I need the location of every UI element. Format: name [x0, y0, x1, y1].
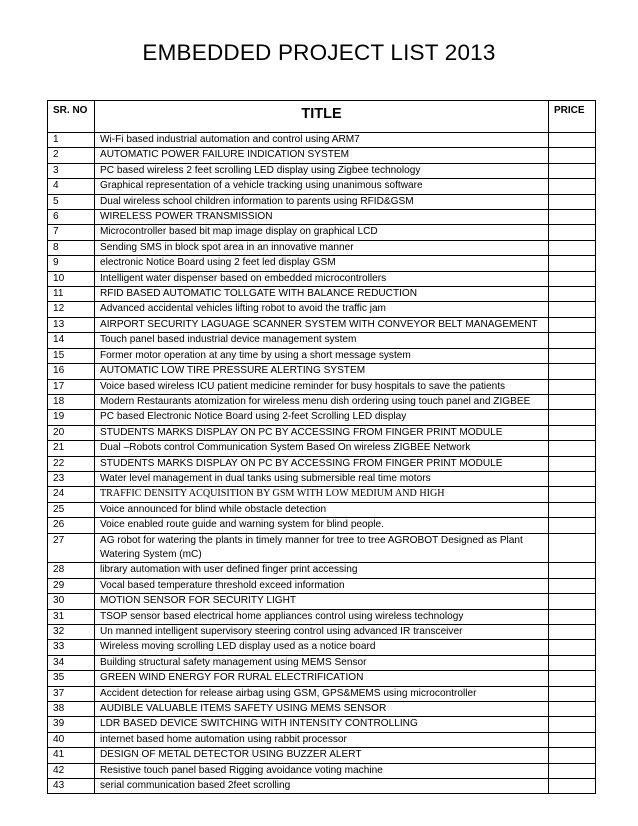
price-cell — [549, 148, 596, 163]
table-row — [48, 563, 596, 578]
sr-no-cell: 40 — [48, 732, 95, 747]
sr-no-cell: 8 — [48, 240, 95, 255]
title-cell: Resistive touch panel based Rigging avoidance voting machine — [95, 763, 549, 778]
sr-no-cell: 39 — [48, 717, 95, 732]
sr-no-cell: 24 — [48, 487, 95, 502]
price-cell — [549, 394, 596, 409]
table-row — [48, 179, 596, 194]
title-cell: WIRELESS POWER TRANSMISSION — [95, 210, 549, 225]
title-cell: DESIGN OF METAL DETECTOR USING BUZZER ALERT — [95, 748, 549, 763]
table-row — [48, 686, 596, 701]
title-cell: Microcontroller based bit map image display on graphical LCD — [95, 225, 549, 240]
price-cell — [549, 578, 596, 593]
table-row — [48, 410, 596, 425]
price-cell — [549, 425, 596, 440]
table-row — [48, 763, 596, 778]
title-cell: Vocal based temperature threshold exceed information — [95, 578, 549, 593]
sr-no-cell: 33 — [48, 640, 95, 655]
sr-no-cell: 19 — [48, 410, 95, 425]
table-row — [48, 441, 596, 456]
column-header-price: PRICE — [549, 101, 596, 133]
title-cell: PC based Electronic Notice Board using 2-feet Scrolling LED display — [95, 410, 549, 425]
sr-no-cell: 12 — [48, 302, 95, 317]
table-row — [48, 348, 596, 363]
sr-no-cell: 38 — [48, 702, 95, 717]
table-row — [48, 225, 596, 240]
title-cell: Dual –Robots control Communication System Based On wireless ZIGBEE Network — [95, 441, 549, 456]
sr-no-cell: 18 — [48, 394, 95, 409]
sr-no-cell: 2 — [48, 148, 95, 163]
title-cell: AUTOMATIC POWER FAILURE INDICATION SYSTEM — [95, 148, 549, 163]
table-row — [48, 163, 596, 178]
sr-no-cell: 14 — [48, 333, 95, 348]
sr-no-cell: 25 — [48, 502, 95, 517]
sr-no-cell: 42 — [48, 763, 95, 778]
sr-no-cell: 4 — [48, 179, 95, 194]
table-row — [48, 133, 596, 148]
table-row — [48, 425, 596, 440]
table-row — [48, 302, 596, 317]
table-row — [48, 148, 596, 163]
title-cell: AG robot for watering the plants in timely manner for tree to tree AGROBOT Designed as Plant Watering System (mC) — [95, 533, 549, 563]
sr-no-cell: 9 — [48, 256, 95, 271]
title-cell: Accident detection for release airbag using GSM, GPS&MEMS using microcontroller — [95, 686, 549, 701]
table-row — [48, 779, 596, 794]
sr-no-cell: 28 — [48, 563, 95, 578]
price-cell — [549, 609, 596, 624]
sr-no-cell: 6 — [48, 210, 95, 225]
title-cell: library automation with user defined finger print accessing — [95, 563, 549, 578]
table-body — [48, 133, 596, 794]
price-cell — [549, 640, 596, 655]
title-cell: Building structural safety management using MEMS Sensor — [95, 655, 549, 670]
price-cell — [549, 625, 596, 640]
sr-no-cell: 41 — [48, 748, 95, 763]
sr-no-cell: 15 — [48, 348, 95, 363]
title-cell: electronic Notice Board using 2 feet led display GSM — [95, 256, 549, 271]
price-cell — [549, 348, 596, 363]
page-title: EMBEDDED PROJECT LIST 2013 — [142, 40, 496, 65]
price-cell — [549, 133, 596, 148]
table-row — [48, 518, 596, 533]
price-cell — [549, 594, 596, 609]
title-cell: Voice enabled route guide and warning system for blind people. — [95, 518, 549, 533]
price-cell — [549, 686, 596, 701]
price-cell — [549, 271, 596, 286]
table-row — [48, 640, 596, 655]
table-row — [48, 717, 596, 732]
sr-no-cell: 30 — [48, 594, 95, 609]
table-row — [48, 240, 596, 255]
title-cell: Water level management in dual tanks using submersible real time motors — [95, 471, 549, 486]
title-cell: TSOP sensor based electrical home appliances control using wireless technology — [95, 609, 549, 624]
sr-no-cell: 32 — [48, 625, 95, 640]
price-cell — [549, 779, 596, 794]
sr-no-cell: 11 — [48, 287, 95, 302]
table-row — [48, 655, 596, 670]
table-row — [48, 533, 596, 563]
price-cell — [549, 302, 596, 317]
sr-no-cell: 26 — [48, 518, 95, 533]
price-cell — [549, 333, 596, 348]
price-cell — [549, 518, 596, 533]
table-row — [48, 594, 596, 609]
price-cell — [549, 287, 596, 302]
price-cell — [549, 179, 596, 194]
price-cell — [549, 563, 596, 578]
table-row — [48, 702, 596, 717]
table-row — [48, 625, 596, 640]
table-row — [48, 287, 596, 302]
title-cell: GREEN WIND ENERGY FOR RURAL ELECTRIFICATION — [95, 671, 549, 686]
price-cell — [549, 487, 596, 502]
title-cell: AUDIBLE VALUABLE ITEMS SAFETY USING MEMS SENSOR — [95, 702, 549, 717]
price-cell — [549, 441, 596, 456]
sr-no-cell: 1 — [48, 133, 95, 148]
sr-no-cell: 23 — [48, 471, 95, 486]
price-cell — [549, 655, 596, 670]
table-row — [48, 333, 596, 348]
title-cell: Wi-Fi based industrial automation and control using ARM7 — [95, 133, 549, 148]
title-cell: Touch panel based industrial device management system — [95, 333, 549, 348]
price-cell — [549, 702, 596, 717]
price-cell — [549, 732, 596, 747]
title-cell: Intelligent water dispenser based on embedded microcontrollers — [95, 271, 549, 286]
table-row — [48, 671, 596, 686]
sr-no-cell: 29 — [48, 578, 95, 593]
sr-no-cell: 10 — [48, 271, 95, 286]
sr-no-cell: 21 — [48, 441, 95, 456]
title-cell: STUDENTS MARKS DISPLAY ON PC BY ACCESSING FROM FINGER PRINT MODULE — [95, 456, 549, 471]
price-cell — [549, 748, 596, 763]
title-cell: Voice based wireless ICU patient medicine reminder for busy hospitals to save the patients — [95, 379, 549, 394]
price-cell — [549, 240, 596, 255]
price-cell — [549, 194, 596, 209]
table-row — [48, 609, 596, 624]
title-cell: STUDENTS MARKS DISPLAY ON PC BY ACCESSING FROM FINGER PRINT MODULE — [95, 425, 549, 440]
sr-no-cell: 20 — [48, 425, 95, 440]
table-row — [48, 364, 596, 379]
title-cell: AUTOMATIC LOW TIRE PRESSURE ALERTING SYSTEM — [95, 364, 549, 379]
sr-no-cell: 5 — [48, 194, 95, 209]
price-cell — [549, 379, 596, 394]
title-cell: TRAFFIC DENSITY ACQUISITION BY GSM WITH LOW MEDIUM AND HIGH — [95, 487, 549, 502]
title-cell: Modern Restaurants atomization for wireless menu dish ordering using touch panel and ZIGBEE — [95, 394, 549, 409]
sr-no-cell: 7 — [48, 225, 95, 240]
price-cell — [549, 317, 596, 332]
table-row — [48, 487, 596, 502]
title-cell: MOTION SENSOR FOR SECURITY LIGHT — [95, 594, 549, 609]
price-cell — [549, 163, 596, 178]
table-row — [48, 456, 596, 471]
sr-no-cell: 13 — [48, 317, 95, 332]
table-row — [48, 210, 596, 225]
sr-no-cell: 35 — [48, 671, 95, 686]
sr-no-cell: 16 — [48, 364, 95, 379]
price-cell — [549, 502, 596, 517]
price-cell — [549, 225, 596, 240]
price-cell — [549, 533, 596, 563]
table-row — [48, 471, 596, 486]
price-cell — [549, 210, 596, 225]
price-cell — [549, 364, 596, 379]
column-header-title: TITLE — [95, 101, 549, 133]
table-row — [48, 578, 596, 593]
title-cell: Sending SMS in block spot area in an innovative manner — [95, 240, 549, 255]
title-cell: LDR BASED DEVICE SWITCHING WITH INTENSITY CONTROLLING — [95, 717, 549, 732]
title-cell: Graphical representation of a vehicle tracking using unanimous software — [95, 179, 549, 194]
title-cell: internet based home automation using rabbit processor — [95, 732, 549, 747]
table-header-row — [48, 101, 596, 133]
title-cell: Former motor operation at any time by using a short message system — [95, 348, 549, 363]
title-cell: Un manned intelligent supervisory steering control using advanced IR transceiver — [95, 625, 549, 640]
sr-no-cell: 34 — [48, 655, 95, 670]
title-cell: AIRPORT SECURITY LAGUAGE SCANNER SYSTEM WITH CONVEYOR BELT MANAGEMENT — [95, 317, 549, 332]
title-cell: RFID BASED AUTOMATIC TOLLGATE WITH BALANCE REDUCTION — [95, 287, 549, 302]
price-cell — [549, 717, 596, 732]
price-cell — [549, 671, 596, 686]
price-cell — [549, 256, 596, 271]
sr-no-cell: 43 — [48, 779, 95, 794]
sr-no-cell: 17 — [48, 379, 95, 394]
price-cell — [549, 471, 596, 486]
table-row — [48, 748, 596, 763]
table-row — [48, 379, 596, 394]
table-row — [48, 271, 596, 286]
title-cell: Wireless moving scrolling LED display used as a notice board — [95, 640, 549, 655]
sr-no-cell: 3 — [48, 163, 95, 178]
project-table — [47, 100, 596, 794]
table-row — [48, 194, 596, 209]
table-row — [48, 394, 596, 409]
title-cell: Advanced accidental vehicles lifting robot to avoid the traffic jam — [95, 302, 549, 317]
table-row — [48, 502, 596, 517]
title-cell: Dual wireless school children information to parents using RFID&GSM — [95, 194, 549, 209]
title-cell: PC based wireless 2 feet scrolling LED display using Zigbee technology — [95, 163, 549, 178]
column-header-sr-no: SR. NO — [48, 101, 95, 133]
sr-no-cell: 37 — [48, 686, 95, 701]
price-cell — [549, 763, 596, 778]
title-cell: serial communication based 2feet scrolling — [95, 779, 549, 794]
table-row — [48, 317, 596, 332]
title-cell: Voice announced for blind while obstacle detection — [95, 502, 549, 517]
table-row — [48, 256, 596, 271]
price-cell — [549, 456, 596, 471]
table-row — [48, 732, 596, 747]
price-cell — [549, 410, 596, 425]
sr-no-cell: 22 — [48, 456, 95, 471]
sr-no-cell: 27 — [48, 533, 95, 563]
sr-no-cell: 31 — [48, 609, 95, 624]
